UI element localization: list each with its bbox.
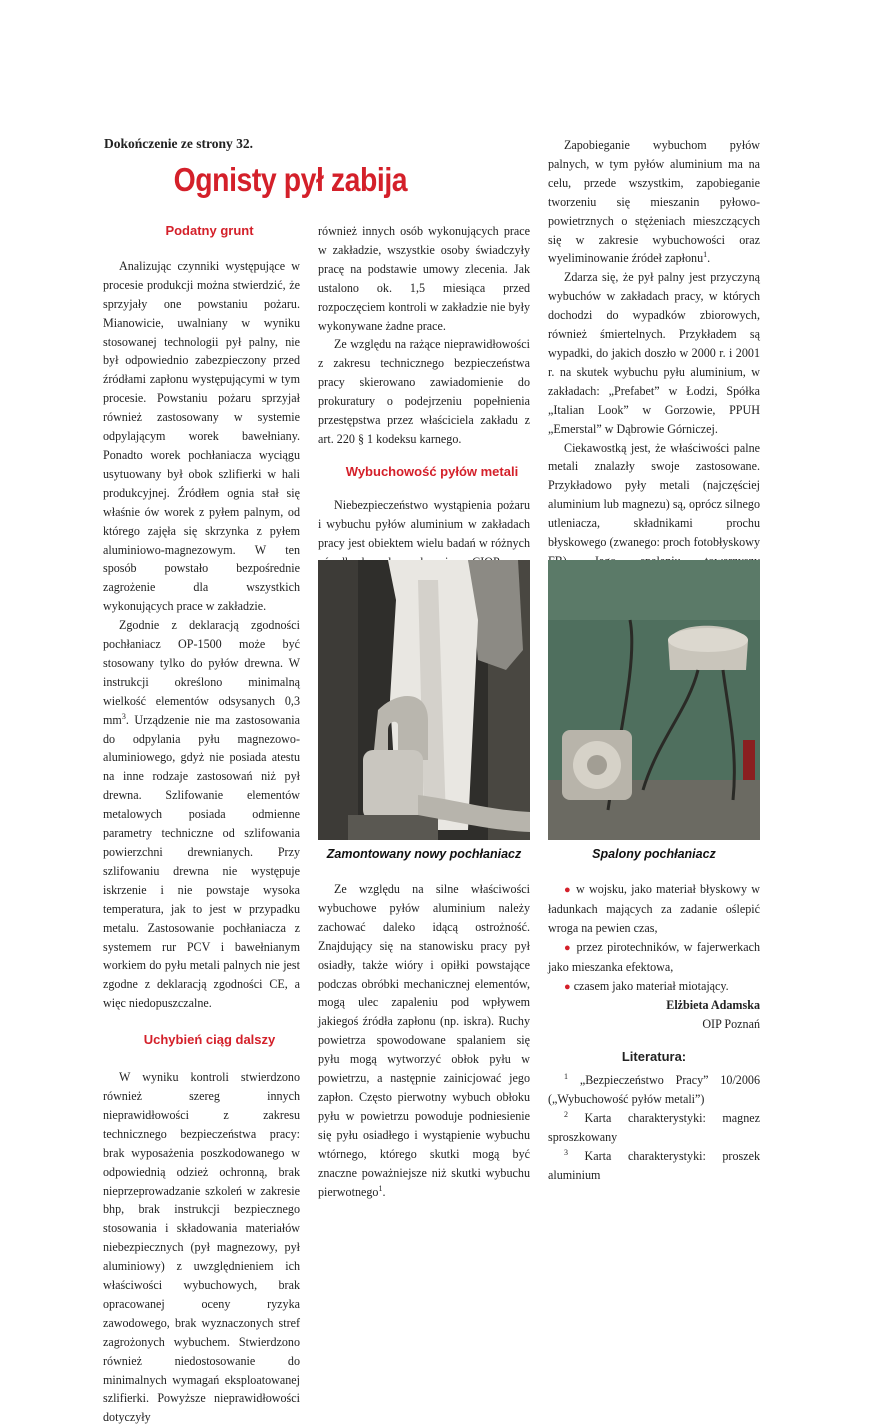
caption-new-extractor: Zamontowany nowy pochłaniacz	[326, 847, 522, 861]
subheading-wybuchowosc: Wybuchowość pyłów metali	[345, 463, 519, 479]
burnt-extractor-illustration	[548, 560, 760, 840]
paragraph: Analizując czynniki występujące w procesie produkcji można stwierdzić, że sprzyjały one powstaniu pożaru. Mianowicie, uwalniany w wyniku stosowanej technologii pył palny, nie był odpowiednio zabezpieczony przed źródłami zapłonu występującymi w tym procesie. Powstaniu pożaru sprzyjał również zastosowany w systemie odpylającym worek bawełniany. Ponadto worek pochłaniacza wyciągu usytuowany był obok szlifierki w hali produkcyjnej. Źródłem ognia stał się właśnie ów worek z pyłem palnym, od którego zajęła się skrzynka z pyłem aluminiowo-magnezowym. W ten sposób powstało bezpośrednie zagrożenie dla wszystkich wykonujących prace w zakładzie.	[103, 258, 300, 614]
paragraph: Ciekawostką jest, że właściwości palne metali znalazły swoje zastosowane. Przykładowo pyły metali (najczęściej aluminium lub magnezu) są, oprócz silnego utleniacza, składnikami prochu błyskowego (zwanego: proch fotobłyskowy	[548, 440, 760, 550]
column-5	[548, 880, 760, 1185]
continuation-note: Dokończenie ze strony 32.	[104, 136, 253, 151]
paragraph: W wyniku kontroli stwierdzono również szereg innych nieprawidłowości z zakresu technicznego bezpieczeństwa pracy: brak wyposażenia poszkodowanego w odpowiednią odzież ochronną, brak nieprzeprowadzanie szkoleń w zakresie bhp, brak instrukcji bezpiecznego stosowania i składowania materiałów niebezpiecznych (pył magnezowy, pył aluminiowy) z uwzględnieniem ich właściwości wybuchowych, brak opracowanej oceny ryzyka zawodowego, brak wyznaczonych stref zagrożonych wybuchem. Stwierdzono również niedostosowanie do minimalnych wymagań eksploatowanej szlifierki. Powyższe nieprawidłowości dotyczyły	[103, 1070, 300, 1425]
bullet-icon: ●	[564, 884, 572, 896]
subheading-podatny-grunt: Podatny grunt	[165, 223, 254, 238]
reference-item: $^1$ „Bezpieczeństwo Pracy” 10/2006 („Wybuchowość pyłów metali”)	[548, 1072, 760, 1107]
paragraph: Niebezpieczeństwo wystąpienia pożaru i wybuchu pyłów aluminium w zakładach pracy jest obiektem wielu badań w różnych	[318, 497, 530, 550]
column-1	[103, 222, 300, 1427]
bullet-icon: ●	[564, 980, 571, 993]
author-name: Elżbieta Adamska	[666, 998, 760, 1013]
superscript: 1	[378, 1183, 383, 1193]
superscript: 3	[121, 711, 126, 721]
photo-new-extractor	[318, 560, 530, 840]
bullet-icon: ●	[564, 941, 573, 954]
column-3	[548, 136, 760, 609]
column-2	[318, 222, 530, 571]
subheading-uchybien: Uchybień ciąg dalszy	[143, 1032, 276, 1048]
literature-heading: Literatura:	[621, 1049, 687, 1065]
extractor-illustration	[318, 560, 530, 840]
author-org: OIP Poznań	[702, 1017, 760, 1032]
reference-item: $^2$ Karta charakterystyki: magnez sproszkowany	[548, 1109, 760, 1144]
paragraph: Zgodnie z deklaracją zgodności pochłaniacz OP-1500 może być stosowany tylko do pyłów drewna. W instrukcji określono minimalną wielkość elementów odsysanych 0,3 $mm^3$. Urządzenie nie ma zastosowania do odpylania pyłu magnezowo-aluminiowego, gdyż nie posiada atestu na inne rodzaje zastosowań niż pył drewna. Szlifowanie elementów metalowych posiada odmienne parametry techniczne od szlifowania powierzchni drewnianych. Przy szlifowaniu drewna nie występuje iskrzenie i nie powstaje wysoka temperatura, jak to jest w przypadku metalu. Zastosowanie pochłaniacza z systemem rur PCV i bawełnianym workiem do pyłu metali palnych nie jest zgodne z deklaracją zgodności CE, a więc niedopuszczalne.	[103, 618, 300, 1011]
article-title: Ognisty pył zabija	[173, 161, 408, 198]
reference-item: $^3$ Karta charakterystyki: proszek aluminium	[548, 1147, 760, 1182]
paragraph: Ze względu na silne właściwości wybuchowe pyłów aluminium należy zachować daleko idącą ostrożność. Znajdujący się na stanowisku pracy pył osiadły, także wióry i opiłki powstające podczas obróbki mechanicznej elementów, mogą ulec zapaleniu pod wpływem jakiegoś źródła zapłonu (np. iskra). Ruchy powietrza spowodowane spalaniem się pyłu mogą wytworzyć obłok pyłu w powietrzu, a następnie zainicjować jego zapłon. Często pierwotny wybuch obłoku pyłu w powietrzu powoduje podniesienie się pyłu osiadłego i wystąpienie wybuchu wtórnego, którego skutki mogą być znaczne poważniejsze niż skutki wybuchu pierwotnego$^1$.	[318, 882, 530, 1199]
caption-burnt-extractor: Spalony pochłaniacz	[592, 847, 716, 861]
paragraph: Zapobieganie wybuchom pyłów palnych, w tym pyłów aluminium ma na celu, przede wszystkim, zapobieganie tworzeniu się mieszanin pyłowo-powietrznych o stężeniach mieszczących się w zakresie wybuchowości oraz wyeliminowanie źródeł zapłonu$^1$.	[548, 138, 760, 266]
paragraph: również innych osób wykonujących prace w zakładzie, wszystkie osoby świadczyły pracę na podstawie umowy zlecenia. Jak ustalono ok. 1,5 miesiąca przed rozpoczęciem kontroli w zakładzie nie były wykonywane żadne prace.	[318, 224, 530, 333]
paragraph: Zdarza się, że pył palny jest przyczyną wybuchów w zakładach pracy, w których dochodzi do wypadków zbiorowych, również śmiertelnych. Przykładem są wypadki, do jakich doszło w 2000 r. i 2001 r. na skutek wybuchu pyłu aluminium, w zakładach: „Prefabet” w Łodzi, Spółka „Italian Look” w Gorzowie, PPUH „Emerstal” w Dąbrowie Górniczej.	[548, 270, 760, 436]
column-4	[318, 880, 530, 1201]
superscript: 1	[703, 250, 708, 260]
bullet-item: ● w wojsku, jako materiał błyskowy w ładunkach mających za zadanie oślepić wroga na pewien czas,	[548, 882, 760, 935]
paragraph: Ze względu na rażące nieprawidłowości z zakresu technicznego bezpieczeństwa pracy skierowano zawiadomienie do prokuratury o podejrzeniu popełnienia przestępstwa przez właściciela zakładu z art. 220 § 1 kodeksu karnego.	[318, 337, 530, 446]
bullet-item: ● przez pirotechników, w fajerwerkach jako mieszanka efektowa,	[548, 939, 760, 974]
photo-burnt-extractor	[548, 560, 760, 840]
bullet-item: ● czasem jako materiał miotający.	[564, 978, 729, 993]
